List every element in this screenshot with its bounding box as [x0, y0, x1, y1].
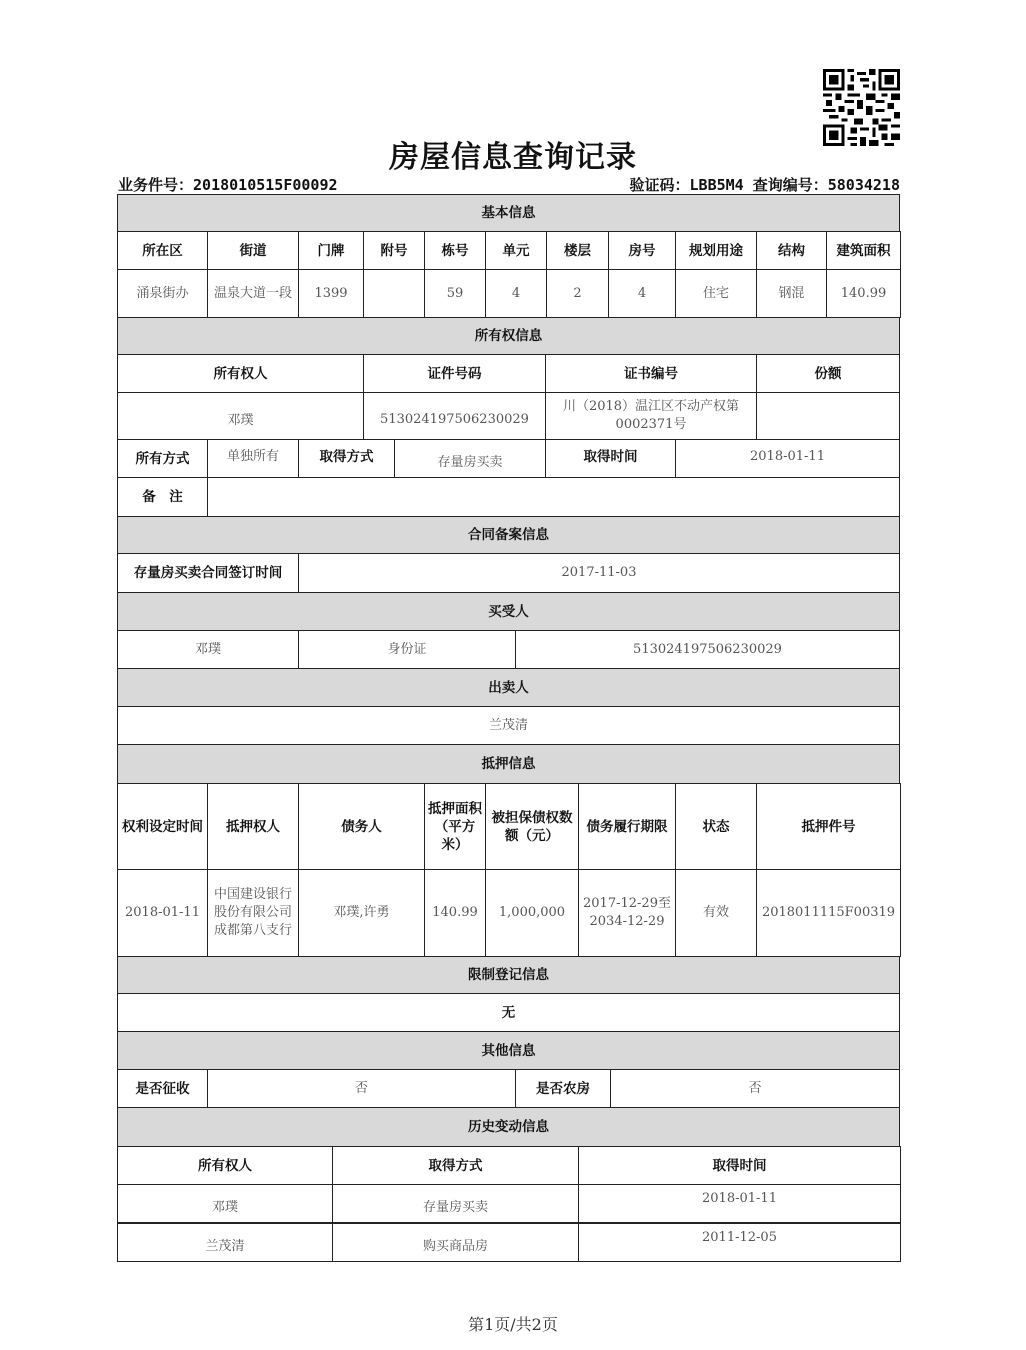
acquisition-method-label: 取得方式 [298, 439, 395, 478]
owner-header: 所有权人 [117, 354, 364, 393]
basic-value-door-number: 1399 [298, 269, 364, 318]
section-seller: 出卖人 [117, 668, 900, 707]
history-row-1-owner: 邓璞 [117, 1184, 333, 1223]
mortgage-header-mortgagee: 抵押权人 [207, 783, 299, 870]
query-number-value: 58034218 [827, 176, 900, 194]
basic-header-unit: 单元 [485, 231, 547, 270]
history-row-2-owner: 兰茂清 [117, 1223, 333, 1262]
basic-header-sub-number: 附号 [363, 231, 425, 270]
mortgage-value-setup-time: 2018-01-11 [117, 869, 208, 957]
mortgage-header-mortgage-area: 抵押面积（平方米） [424, 783, 486, 870]
mortgage-header-debt-term: 债务履行期限 [578, 783, 676, 870]
business-number-label: 业务件号： [118, 176, 194, 194]
section-mortgage-info: 抵押信息 [117, 744, 900, 784]
business-number-value: 2018010515F00092 [193, 176, 338, 194]
mortgage-header-mortgage-number: 抵押件号 [756, 783, 901, 870]
basic-header-room-number: 房号 [608, 231, 676, 270]
basic-header-building-number: 栋号 [424, 231, 486, 270]
id-number-header: 证件号码 [363, 354, 546, 393]
certificate-number-value: 川（2018）温江区不动产权第0002371号 [545, 392, 757, 440]
buyer-id-type: 身份证 [298, 630, 516, 669]
mortgage-value-status: 有效 [675, 869, 757, 957]
section-restriction-registration: 限制登记信息 [117, 956, 900, 994]
section-contract-filing: 合同备案信息 [117, 516, 900, 554]
business-number [118, 174, 338, 195]
remark-label: 备 注 [117, 477, 208, 517]
basic-value-floor: 2 [546, 269, 609, 318]
remark-value [207, 477, 900, 517]
acquisition-method-value: 存量房买卖 [394, 439, 546, 478]
basic-header-floor: 楼层 [546, 231, 609, 270]
basic-header-floor-area: 建筑面积 [826, 231, 901, 270]
share-value [756, 392, 900, 440]
basic-value-planned-use: 住宅 [675, 269, 757, 318]
history-header-owner: 所有权人 [117, 1146, 333, 1185]
mortgage-value-mortgage-area: 140.99 [424, 869, 486, 957]
section-buyer: 买受人 [117, 592, 900, 631]
mortgage-header-setup-time: 权利设定时间 [117, 783, 208, 870]
contract-signing-time-value: 2017-11-03 [298, 553, 900, 593]
mortgage-value-secured-amount: 1,000,000 [485, 869, 579, 957]
basic-header-planned-use: 规划用途 [675, 231, 757, 270]
history-header-acquisition-method: 取得方式 [332, 1146, 579, 1185]
verify-code-label: 验证码： [629, 176, 690, 194]
rural-house-label: 是否农房 [515, 1069, 611, 1108]
id-number-value: 513024197506230029 [363, 392, 546, 440]
share-header: 份额 [756, 354, 900, 393]
rural-house-value: 否 [610, 1069, 900, 1108]
page-indicator: 第1页/共2页 [468, 1315, 558, 1334]
page-title: 房屋信息查询记录 [389, 140, 637, 175]
history-row-2-acquisition-method: 购买商品房 [332, 1223, 579, 1262]
owner-value: 邓璞 [117, 392, 364, 440]
section-other-info: 其他信息 [117, 1031, 900, 1070]
expropriation-value: 否 [207, 1069, 516, 1108]
basic-header-district: 所在区 [117, 231, 208, 270]
ownership-mode-value: 单独所有 [207, 439, 299, 478]
basic-header-street: 街道 [207, 231, 299, 270]
basic-header-door-number: 门牌 [298, 231, 364, 270]
seller-name: 兰茂清 [117, 706, 900, 745]
expropriation-label: 是否征收 [117, 1069, 208, 1108]
verify-code-value: LBB5M4 [689, 176, 744, 194]
mortgage-value-debtor: 邓璞,许勇 [298, 869, 425, 957]
mortgage-header-status: 状态 [675, 783, 757, 870]
mortgage-header-secured-amount: 被担保债权数额（元） [485, 783, 579, 870]
basic-value-room-number: 4 [608, 269, 676, 318]
basic-value-street: 温泉大道一段 [207, 269, 299, 318]
section-basic-info: 基本信息 [117, 194, 900, 232]
history-row-2-acquisition-time: 2011-12-05 [578, 1223, 901, 1262]
basic-header-structure: 结构 [756, 231, 827, 270]
basic-value-building-number: 59 [424, 269, 486, 318]
basic-value-district: 涌泉街办 [117, 269, 208, 318]
mortgage-value-debt-term: 2017-12-29至2034-12-29 [578, 869, 676, 957]
ownership-mode-label: 所有方式 [117, 439, 208, 478]
acquisition-time-value: 2018-01-11 [675, 439, 900, 478]
verification-info [630, 174, 901, 195]
contract-signing-time-label: 存量房买卖合同签订时间 [117, 553, 299, 593]
mortgage-value-mortgage-number: 2018011115F00319 [756, 869, 901, 957]
history-header-acquisition-time: 取得时间 [578, 1146, 901, 1185]
section-ownership-info: 所有权信息 [117, 317, 900, 355]
certificate-number-header: 证书编号 [545, 354, 757, 393]
mortgage-header-debtor: 债务人 [298, 783, 425, 870]
buyer-id-number: 513024197506230029 [515, 630, 900, 669]
acquisition-time-label: 取得时间 [545, 439, 676, 478]
basic-value-floor-area: 140.99 [826, 269, 901, 318]
mortgage-value-mortgagee: 中国建设银行股份有限公司成都第八支行 [207, 869, 299, 957]
history-row-1-acquisition-time: 2018-01-11 [578, 1184, 901, 1223]
history-row-1-acquisition-method: 存量房买卖 [332, 1184, 579, 1223]
restriction-value: 无 [117, 993, 900, 1032]
section-history-changes: 历史变动信息 [117, 1107, 900, 1147]
query-number-label: 查询编号： [752, 176, 828, 194]
basic-value-sub-number [363, 269, 425, 318]
buyer-name: 邓璞 [117, 630, 299, 669]
basic-value-unit: 4 [485, 269, 547, 318]
basic-value-structure: 钢混 [756, 269, 827, 318]
